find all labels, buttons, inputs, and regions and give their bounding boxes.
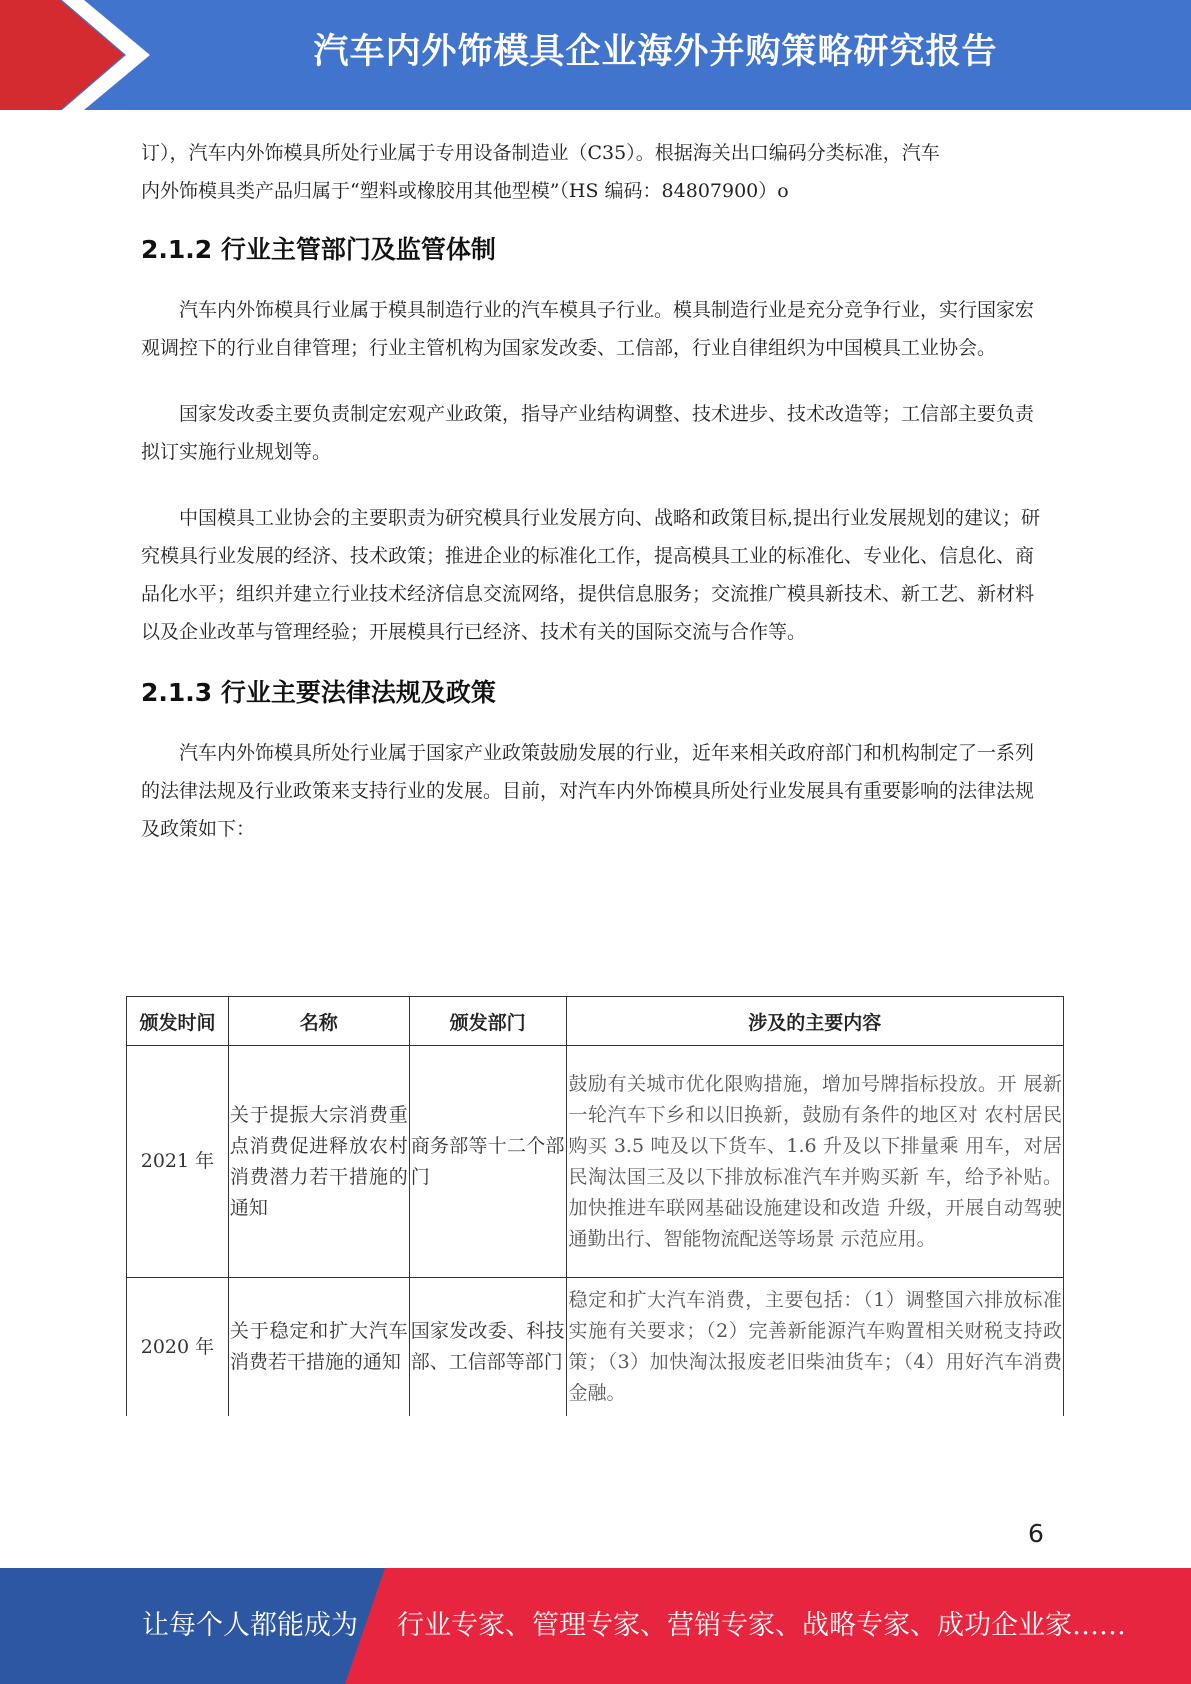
policy-table bbox=[126, 996, 1064, 1416]
column-header: 颁发部门 bbox=[409, 997, 566, 1046]
section-heading-2-1-3: 2.1.3 行业主要法律法规及政策 bbox=[141, 678, 496, 707]
cell-name: 关于稳定和扩大汽车消费若干措施的通知 bbox=[228, 1278, 409, 1417]
page-content bbox=[141, 134, 1046, 848]
column-header: 涉及的主要内容 bbox=[566, 997, 1063, 1046]
footer-slogan-right: 行业专家、管理专家、营销专家、战略专家、成功企业家…… bbox=[397, 1610, 1126, 1641]
column-header: 颁发时间 bbox=[127, 997, 229, 1046]
cell-content: 稳定和扩大汽车消费，主要包括：（1）调整国六排放标准实施有关要求；（2）完善新能源汽车购置相关财税支持政策；（3）加快淘汰报废老旧柴油货车；（4）用好汽车消费金融。 bbox=[566, 1278, 1063, 1417]
paragraph: 汽车内外饰模具行业属于模具制造行业的汽车模具子行业。模具制造行业是充分竞争行业，实行国家宏观调控下的行业自律管理；行业主管机构为国家发改委、工信部，行业自律组织为中国模具工业协会。 bbox=[141, 299, 1035, 359]
table-row bbox=[127, 1278, 1064, 1417]
cell-content: 鼓励有关城市优化限购措施，增加号牌指标投放。开 展新一轮汽车下乡和以旧换新，鼓励有条件的地区对 农村居民购买 3.5 吨及以下货车、1.6 升及以下排量乘 用车，对居民淘汰国三及以下排放标准汽车并购买新 车，给予补贴。加快推进车联网基础设施建设和改造 升级，开展自动驾驶通勤出行、智能物流配送等场景 示范应用。 bbox=[566, 1046, 1063, 1278]
page-number: 6 bbox=[1028, 1519, 1044, 1548]
paragraph: 汽车内外饰模具所处行业属于国家产业政策鼓励发展的行业，近年来相关政府部门和机构制定了一系列的法律法规及行业政策来支持行业的发展。目前，对汽车内外饰模具所处行业发展具有重要影响的法律法规及政策如下： bbox=[141, 742, 1035, 840]
report-title: 汽车内外饰模具企业海外并购策略研究报告 bbox=[313, 32, 998, 72]
footer-slogan-left: 让每个人都能成为 bbox=[142, 1610, 358, 1641]
table-row bbox=[127, 1046, 1064, 1278]
intro-line-2: 内外饰模具类产品归属于“塑料或橡胶用其他型模”（HS 编码：84807900）o bbox=[141, 180, 789, 202]
cell-dept: 国家发改委、科技部、工信部等部门 bbox=[409, 1278, 566, 1417]
cell-year: 2020 年 bbox=[127, 1278, 229, 1417]
intro-line-1: 订），汽车内外饰模具所处行业属于专用设备制造业（C35）。根据海关出口编码分类标准，汽车 bbox=[141, 142, 940, 164]
cell-dept: 商务部等十二个部门 bbox=[409, 1046, 566, 1278]
paragraph: 中国模具工业协会的主要职责为研究模具行业发展方向、战略和政策目标,提出行业发展规划的建议；研究模具行业发展的经济、技术政策；推进企业的标准化工作，提高模具工业的标准化、专业化、信息化、商品化水平；组织并建立行业技术经济信息交流网络，提供信息服务；交流推广模具新技术、新工艺、新材料以及企业改革与管理经验；开展模具行已经济、技术有关的国际交流与合作等。 bbox=[141, 507, 1041, 643]
page-header bbox=[0, 0, 1191, 110]
column-header: 名称 bbox=[228, 997, 409, 1046]
table-header-row bbox=[127, 997, 1064, 1046]
section-heading-2-1-2: 2.1.2 行业主管部门及监管体制 bbox=[141, 235, 496, 264]
page-footer bbox=[0, 1568, 1191, 1684]
cell-name: 关于提振大宗消费重点消费促进释放农村消费潜力若干措施的通知 bbox=[228, 1046, 409, 1278]
cell-year: 2021 年 bbox=[127, 1046, 229, 1278]
paragraph: 国家发改委主要负责制定宏观产业政策，指导产业结构调整、技术进步、技术改造等；工信部主要负责拟订实施行业规划等。 bbox=[141, 403, 1035, 463]
